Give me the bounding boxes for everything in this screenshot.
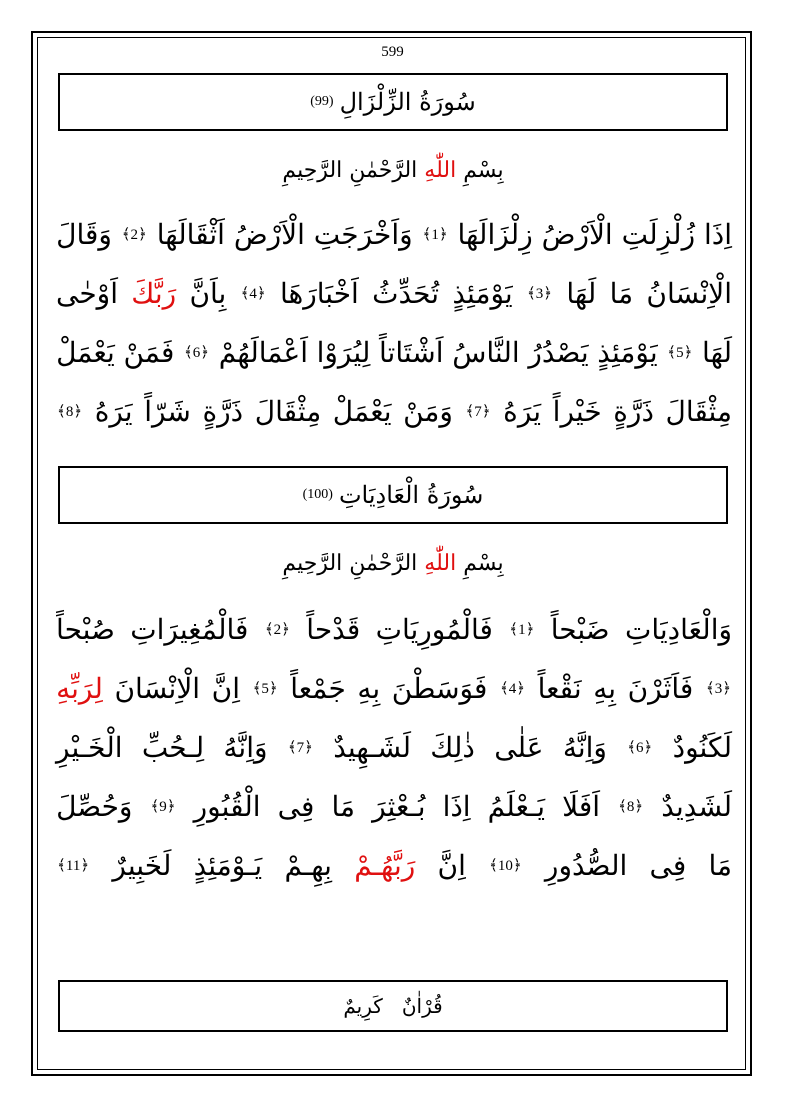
verse-number: ﴿10﴾ [489,858,522,874]
word: مِثْقَالَ [254,395,322,428]
word: زِلْزَالَهَا [457,218,533,251]
word: يَرَهُ [503,395,542,428]
word: خَيْراً [552,395,602,428]
word: فَمَنْ [123,336,175,369]
word: يَعْمَلْ [332,395,392,428]
verse-line [56,777,732,836]
word: مِثْقَالَ [665,395,732,428]
verse-number: ﴿3﴾ [705,681,731,697]
verse-number: ﴿1﴾ [509,622,535,638]
word: وَاِنَّهُ [562,731,607,764]
word: الْاَرْضُ [233,218,305,251]
verse-line [56,600,732,659]
verse-number: ﴿11﴾ [57,858,90,874]
word: لَهَا [566,277,597,310]
word: بِهِـمْ [284,849,332,882]
word: وَالْعَادِيَاتِ [624,613,732,646]
footer-text: قُرْاٰنٌ كَرِيمٌ [343,994,443,1018]
surah-number: (100) [302,487,333,502]
basmala-rest: الرَّحْمٰنِ الرَّحِيمِ [282,158,418,183]
word: تُحَدِّثُ [372,277,440,310]
verse-number: ﴿7﴾ [287,740,313,756]
basmala-word: بِسْمِ [463,551,504,576]
word: مَا [331,790,355,823]
word: لَشَـهِيدٌ [333,731,411,764]
word: جَمْعاً [290,672,346,705]
basmala-allah: اللّٰهِ [424,158,457,183]
verse-number: ﴿6﴾ [627,740,653,756]
basmala-allah: اللّٰهِ [424,551,457,576]
surah-header-adiyat [58,466,728,524]
word: الْقُبُورِ [193,790,261,823]
basmala-word: بِسْمِ [463,158,504,183]
word: فَاَثَرْنَ [627,672,694,705]
word: اِنَّ [437,849,466,882]
word: ضَبْحاً [550,613,610,646]
word: يَوْمَئِذٍ [452,277,513,310]
word: يَعْمَلْ [56,336,115,369]
word: ذٰلِكَ [430,731,475,764]
word: اِنَّ [211,672,241,705]
word: لَكَنُودٌ [672,731,732,764]
word: مَا [609,277,634,310]
surah-text-zalzalah [56,205,732,441]
verse-line [56,323,732,382]
verse-number: ﴿2﴾ [264,622,290,638]
basmala [58,158,728,183]
word: وَاِنَّهُ [223,731,268,764]
word: فَالْمُغِيرَاتِ [130,613,249,646]
word: الْاِنْسَانَ [114,672,201,705]
word: وَحُصِّلَ [56,790,133,823]
surah-header-zalzalah [58,73,728,131]
word: يَرَهُ [94,395,133,428]
word: وَمَنْ [403,395,453,428]
verse-line [56,205,732,264]
surah-number: (99) [310,94,334,109]
word: عَلٰى [494,731,544,764]
word: بِاَنَّ [189,277,227,310]
verse-number: ﴿5﴾ [252,681,278,697]
word: بُـعْثِرَ [372,790,426,823]
word: فِى [277,790,315,823]
word: قَدْحاً [306,613,361,646]
word: نَقْعاً [537,672,582,705]
verse-number: ﴿4﴾ [240,286,266,302]
verse-line [56,264,732,323]
word: رَبَّكَ [131,277,177,310]
basmala [58,551,728,576]
basmala-rest: الرَّحْمٰنِ الرَّحِيمِ [282,551,418,576]
word: لِرَبِّهِ [56,672,103,705]
verse-number: ﴿8﴾ [57,404,83,420]
verse-number: ﴿2﴾ [121,227,147,243]
word: اَشْتَاتاً [379,336,444,369]
word: يَوْمَئِذٍ [597,336,658,369]
word: لِـحُبِّ [141,731,205,764]
word: اَوْحٰى [56,277,118,310]
surah-text-adiyat [56,600,732,895]
word: وَاَخْرَجَتِ [313,218,413,251]
word: الصُّدُورِ [544,849,628,882]
word: فَالْمُورِيَاتِ [375,613,493,646]
word: يَصْدُرُ [528,336,589,369]
word: زُلْزِلَتِ [621,218,696,251]
word: شَرّاً [144,395,191,428]
word: لَشَدِيدٌ [661,790,732,823]
verse-line [56,718,732,777]
word: اِذَا [703,218,732,251]
verse-line [56,382,732,441]
surah-title: سُورَةُ الْعَادِيَاتِ [338,481,484,509]
word: الْاَرْضُ [541,218,613,251]
word: لِيُرَوْا [316,336,371,369]
verse-number: ﴿8﴾ [618,799,644,815]
word: الْخَـيْرِ [56,731,123,764]
word: اَخْبَارَهَا [279,277,359,310]
word: لَهَا [702,336,732,369]
surah-title: سُورَةُ الزِّلْزَالِ [339,88,476,116]
word: مَا [708,849,732,882]
word: بِهِ [357,672,381,705]
word: يَـعْلَمُ [487,790,546,823]
word: يَـوْمَئِذٍ [193,849,263,882]
page-number: 599 [381,44,404,60]
verse-number: ﴿7﴾ [465,404,491,420]
word: اَثْقَالَهَا [156,218,225,251]
word: فَوَسَطْنَ [391,672,488,705]
verse-number: ﴿4﴾ [499,681,526,697]
word: ذَرَّةٍ [202,395,244,428]
word: بِهِ [593,672,617,705]
word: وَقَالَ [56,218,112,251]
word: النَّاسُ [452,336,520,369]
word: اِذَا [442,790,471,823]
verse-line [56,836,732,895]
verse-number: ﴿3﴾ [526,286,553,302]
word: رَبَّهُـمْ [354,849,416,882]
word: الْاِنْسَانُ [646,277,732,310]
word: ذَرَّةٍ [613,395,654,428]
verse-line [56,659,732,718]
word: اَعْمَالَهُمْ [218,336,308,369]
word: لَخَبِيرٌ [112,849,172,882]
verse-number: ﴿1﴾ [422,227,448,243]
word: اَفَلَا [562,790,601,823]
verse-number: ﴿9﴾ [150,799,176,815]
footer-box [58,980,728,1032]
word: فِى [649,849,687,882]
verse-number: ﴿5﴾ [667,345,693,361]
verse-number: ﴿6﴾ [183,345,210,361]
word: صُبْحاً [56,613,115,646]
